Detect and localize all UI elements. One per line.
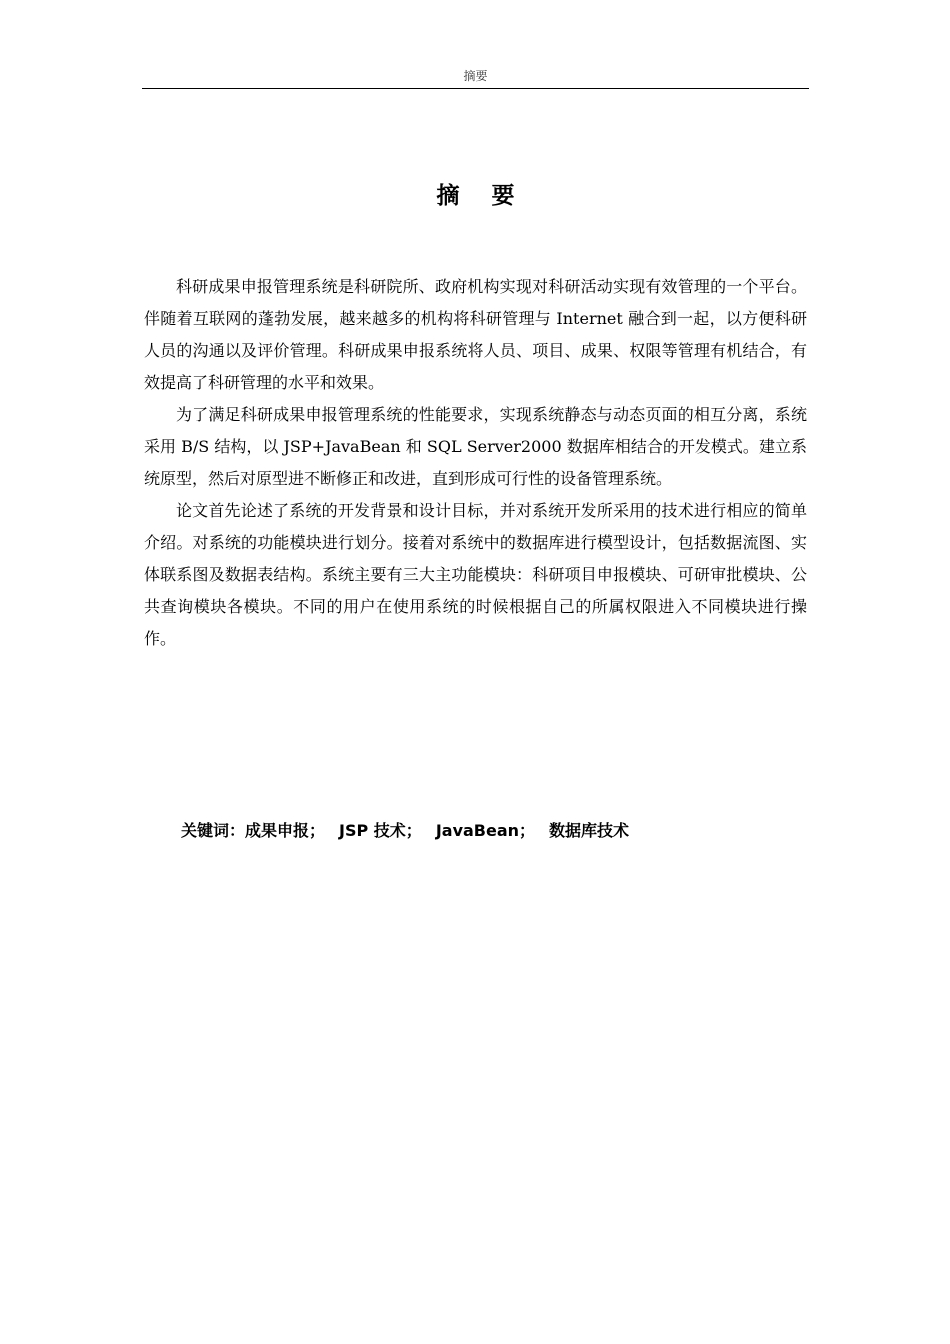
running-header [142,64,809,89]
abstract-paragraph-3: 论文首先论述了系统的开发背景和设计目标，并对系统开发所采用的技术进行相应的简单介绍。对系统的功能模块进行划分。接着对系统中的数据库进行模型设计，包括数据流图、实体联系图及数据表结构。系统主要有三大主功能模块：科研项目申报模块、可研审批模块、公共查询模块各模块。不同的用户在使用系统的时候根据自己的所属权限进入不同模块进行操作。 [144,501,807,648]
keywords-label: 关键词： [181,821,246,840]
keyword-item: JavaBean； [435,821,536,840]
keyword-item: JSP 技术； [339,821,422,840]
abstract-paragraph-1: 科研成果申报管理系统是科研院所、政府机构实现对科研活动实现有效管理的一个平台。伴随着互联网的蓬勃发展，越来越多的机构将科研管理与 Internet 融合到一起，以方便科研人员的沟通以及评价管理。科研成果申报系统将人员、项目、成果、权限等管理有机结合，有效提高了科研管理的水平和效果。 [144,277,807,392]
page-title: 摘 要 [436,183,527,209]
keyword-item: 数据库技术 [549,821,630,840]
keyword-item: 成果申报； [245,821,326,840]
keywords-line [181,815,801,847]
abstract-body [144,271,807,655]
abstract-paragraph-2: 为了满足科研成果申报管理系统的性能要求，实现系统静态与动态页面的相互分离，系统采用 B/S 结构，以 JSP+JavaBean 和 SQL Server2000 数据库相结合的开发模式。建立系统原型，然后对原型进不断修正和改进，直到形成可行性的设备管理系统。 [144,405,807,488]
running-header-title: 摘要 [463,69,488,83]
